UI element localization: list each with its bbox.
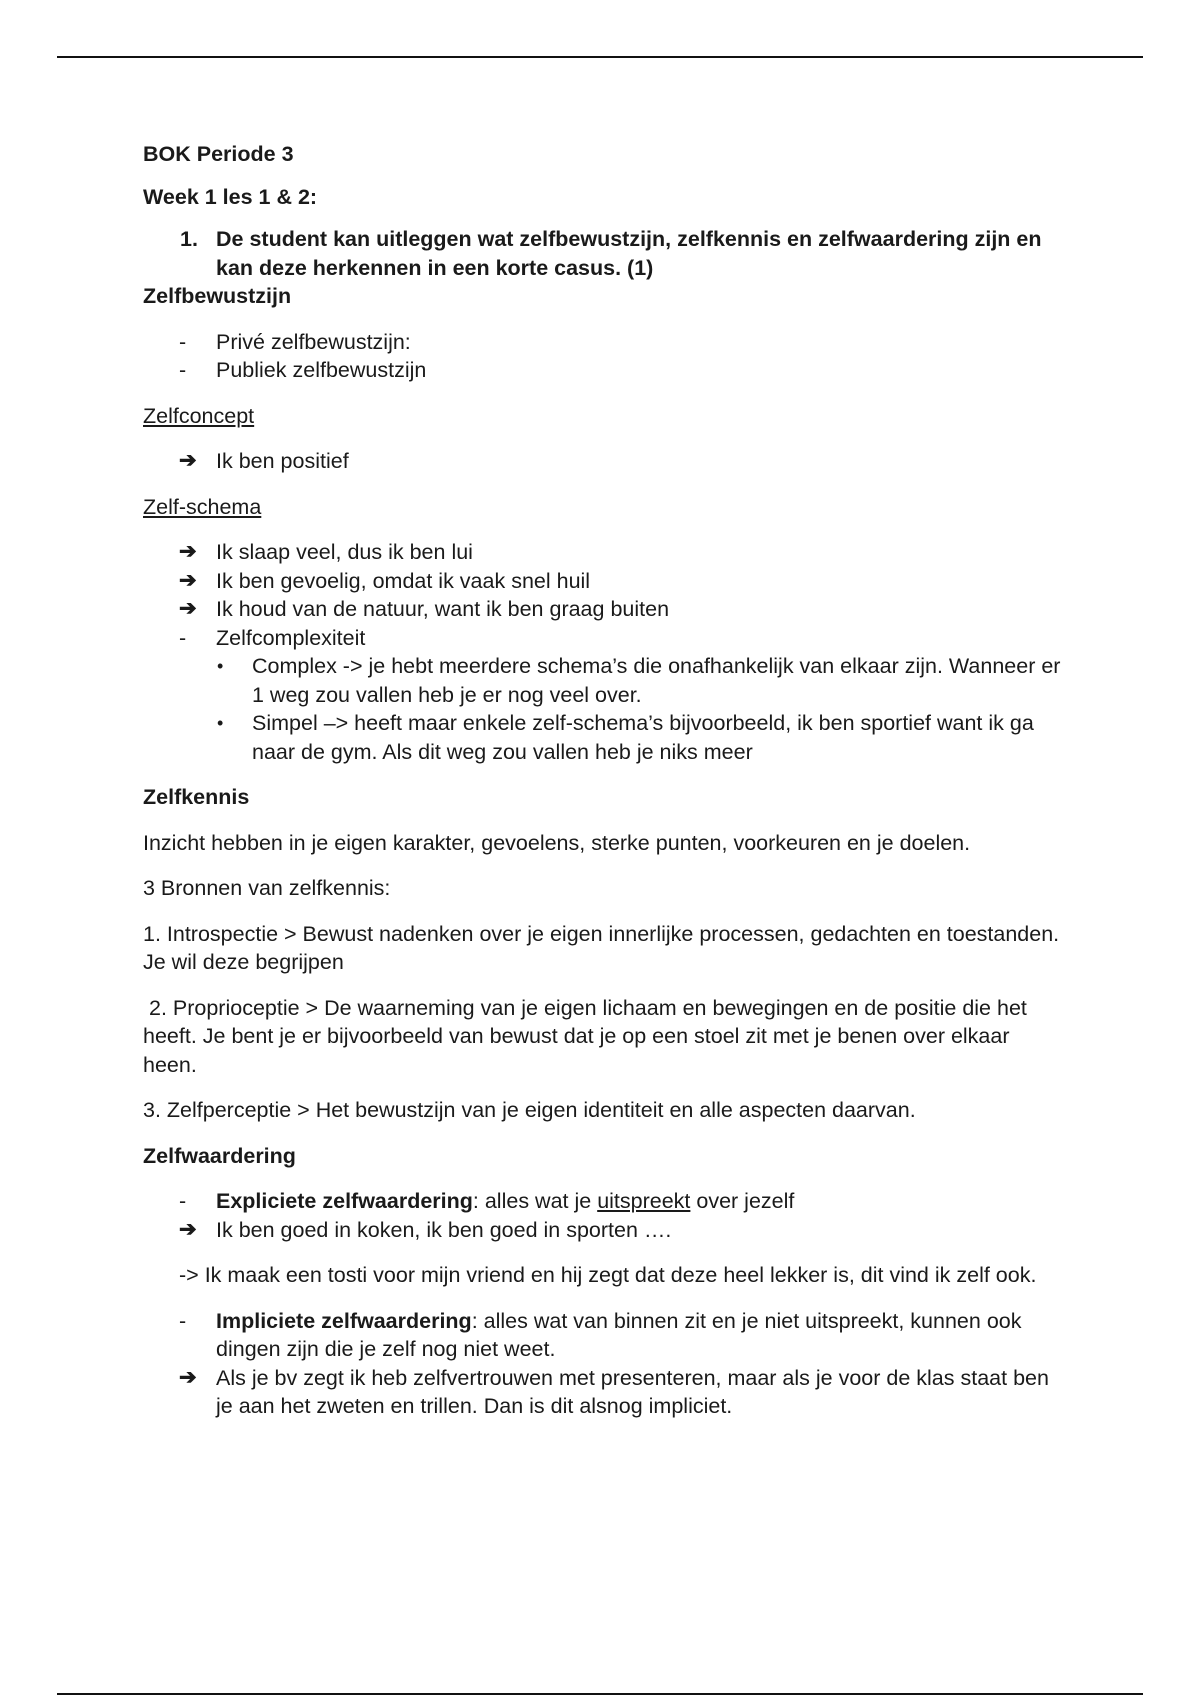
arrow-icon: ➔ [179,540,197,563]
explicit-term: Expliciete zelfwaardering [216,1189,473,1213]
list-item: - Impliciete zelfwaardering: alles wat van binnen zit en je niet uitspreekt, kunnen ook dingen zijn die je zelf nog niet weet. [179,1308,1022,1361]
source-zelfperceptie: 3. Zelfperceptie > Het bewustzijn van je eigen identiteit en alle aspecten daarvan. [143,1098,916,1122]
arrow-icon: ➔ [179,568,197,592]
list-item: - Publiek zelfbewustzijn [143,356,1063,385]
underlined-word: uitspreekt [597,1189,691,1213]
list-item: ➔ Ik ben goed in koken, ik ben goed in sporten …. [143,1216,1063,1245]
objective-text: De student kan uitleggen wat zelfbewustzijn, zelfkennis en zelfwaardering zijn en kan deze herkennen in een korte casus. (1) [216,227,1042,280]
dash-marker: - [179,1189,187,1213]
list-item: ➔ Ik houd van de natuur, want ik ben graag buiten [143,595,1063,624]
bottom-rule [57,1693,1143,1695]
zelfconcept-heading: Zelfconcept [143,403,255,428]
dash-marker: - [179,329,187,354]
learning-objective [143,225,1063,282]
dash-marker: - [179,1308,187,1333]
list-item: ➔ Ik slaap veel, dus ik ben lui [143,538,1063,567]
list-item: - Zelfcomplexiteit [143,624,1063,653]
list-item: • Complex -> je hebt meerdere schema’s die onafhankelijk van elkaar zijn. Wanneer er 1 weg zou vallen heb je er nog veel over. [217,654,1061,707]
list-item: - Expliciete zelfwaardering: alles wat je uitspreekt over jezelf [143,1187,1063,1216]
bullet-icon: • [217,713,224,733]
zelfkennis-definition: Inzicht hebben in je eigen karakter, gevoelens, sterke punten, voorkeuren en je doelen. [143,830,971,855]
arrow-icon: ➔ [179,1217,197,1241]
arrow-icon: ➔ [179,449,197,472]
bullet-icon: • [217,656,224,676]
dash-marker: - [179,358,187,382]
doc-title: BOK Periode 3 [143,142,294,166]
zelfbewustzijn-heading: Zelfbewustzijn [143,284,292,308]
arrow-icon: ➔ [179,597,197,620]
top-rule [57,56,1143,58]
list-item: • Simpel –> heeft maar enkele zelf-schema’s bijvoorbeeld, ik ben sportief want ik ga naar de gym. Als dit weg zou vallen heb je niks meer [217,711,1034,764]
implicit-term: Impliciete zelfwaardering [216,1308,472,1333]
source-proprioceptie: 2. Proprioceptie > De waarneming van je eigen lichaam en bewegingen en de positie die het heeft. Je bent je er bijvoorbeeld van bewust dat je op een stoel zit met je benen over elkaar heen. [143,995,1033,1077]
source-introspectie: 1. Introspectie > Bewust nadenken over je eigen innerlijke processen, gedachten en toestanden. Je wil deze begrijpen [143,921,1060,974]
zelfwaardering-heading: Zelfwaardering [143,1143,296,1168]
list-item: ➔ Ik ben gevoelig, omdat ik vaak snel huil [143,567,1063,596]
dash-marker: - [179,625,187,650]
list-item: ➔ Als je bv zegt ik heb zelfvertrouwen met presenteren, maar als je voor de klas staat ben je aan het zweten en trillen. Dan is dit alsnog impliciet. [179,1365,1049,1418]
week-heading: Week 1 les 1 & 2: [143,184,318,209]
sources-intro: 3 Bronnen van zelfkennis: [143,876,391,900]
list-item: ➔ Ik ben positief [143,447,1063,476]
document-body [143,140,1063,1421]
list-item: - Privé zelfbewustzijn: [143,328,1063,357]
objective-number: 1. [180,227,198,251]
arrow-icon: ➔ [179,1365,197,1389]
zelfkennis-heading: Zelfkennis [143,785,250,809]
tosti-example: -> Ik maak een tosti voor mijn vriend en hij zegt dat deze heel lekker is, dit vind ik zelf ook. [179,1263,1037,1287]
zelfschema-heading: Zelf-schema [143,494,262,519]
